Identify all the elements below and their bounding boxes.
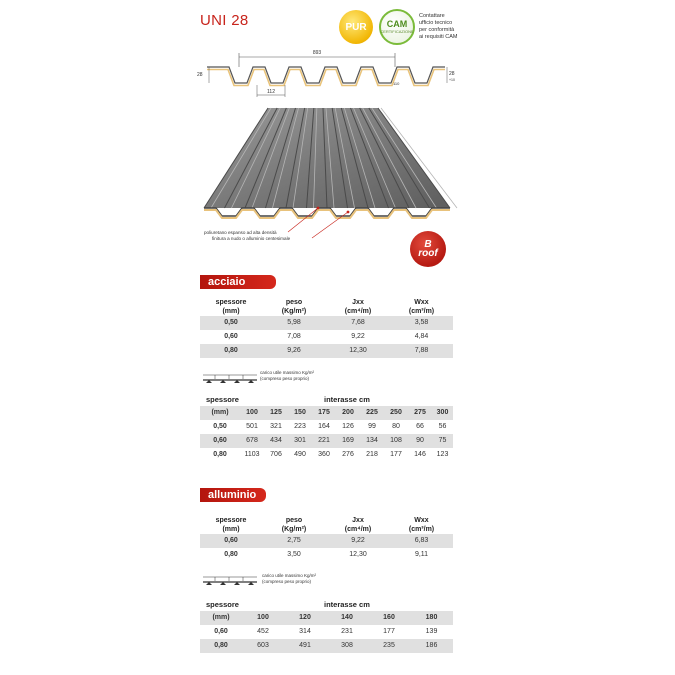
height-dim-left-label: 28 <box>197 72 203 78</box>
table-row: 0,60 7,08 9,22 4,84 <box>224 333 429 340</box>
load-legend-line: (compreso peso proprio) <box>262 579 312 584</box>
cam-note-line: Contattare <box>419 13 445 19</box>
profile-section-diagram <box>195 45 475 100</box>
callout-line-finish <box>312 212 348 238</box>
height-dim-right-label: 28 <box>449 71 455 77</box>
load-interasse-label: interasse cm <box>324 395 370 404</box>
col-header: Jxx (cm⁴/m) <box>344 517 372 533</box>
section-header-acciaio <box>200 275 276 289</box>
col-header: spessore (mm) <box>215 517 247 533</box>
table-row: 0,60 678 434 301 221 169 134 108 90 75 <box>200 434 453 448</box>
cam-note-line: ufficio tecnico <box>419 20 453 26</box>
finish-label: finitura a nudo o alluminio centesimale <box>212 236 291 241</box>
load-interasse-label: interasse cm <box>324 600 370 609</box>
alluminio-load-table <box>200 611 453 653</box>
table-row: 0,50 501 321 223 164 126 99 80 66 56 <box>213 423 447 430</box>
height-dim-right-sub: +10 <box>449 78 455 82</box>
foam-label: poliuretano espanso ad alta densità <box>204 230 277 235</box>
section-header-alluminio <box>200 488 266 502</box>
broof-top: B <box>424 239 432 250</box>
section-header-label: acciaio <box>208 276 246 288</box>
product-title: UNI 28 <box>200 12 249 29</box>
load-legend-line: carico utile massimo Kg/m² <box>260 370 315 375</box>
table-row: 0,60 2,75 9,22 6,83 <box>200 534 453 548</box>
table-row: 0,80 1103 706 490 360 276 218 177 146 123 <box>213 451 449 458</box>
broof-bottom: roof <box>418 248 438 259</box>
cam-badge-sub: CERTIFICAZIONE <box>380 29 414 34</box>
table-row: 0,80 603 491 308 235 186 <box>200 639 453 653</box>
table-row: 0,60 452 314 231 177 139 <box>214 628 438 635</box>
load-diagram-icon <box>203 372 258 384</box>
col-header: spessore (mm) <box>215 299 247 315</box>
crest-dim-label: 110 <box>393 81 400 86</box>
width-dim-label: 893 <box>312 50 322 56</box>
load-legend-acciaio <box>260 370 314 382</box>
load-spessore-label: spessore <box>206 395 239 404</box>
cam-note-line: per conformità <box>419 27 455 33</box>
load-legend-alluminio <box>262 573 316 585</box>
col-header: Wxx (cm³/m) <box>408 299 435 315</box>
cam-badge <box>379 9 415 45</box>
section-header-label: alluminio <box>208 489 257 501</box>
cam-note-line: ai requisiti CAM <box>419 34 458 40</box>
pur-badge <box>339 10 373 44</box>
sheet-illustration <box>200 100 470 245</box>
pur-badge-label: PUR <box>345 21 367 33</box>
cam-badge-label: CAM <box>386 19 408 29</box>
acciaio-load-table <box>200 406 453 462</box>
table-header-row: (mm) 100 125 150 175 200 225 250 275 300 <box>200 406 453 420</box>
table-header-row: (mm) 100 120 140 160 180 <box>200 611 453 625</box>
col-header: peso (Kg/m²) <box>281 517 307 533</box>
load-legend-line: carico utile massimo Kg/m² <box>262 573 317 578</box>
callout-dot <box>347 211 350 214</box>
callout-dot <box>317 207 320 210</box>
table-row: 0,50 5,98 7,68 3,58 <box>200 316 453 330</box>
load-spessore-label: spessore <box>206 600 239 609</box>
col-header: peso (Kg/m²) <box>281 299 307 315</box>
pitch-dim-label: 112 <box>267 89 275 95</box>
sheet-foam-edge <box>204 210 450 218</box>
load-diagram-icon <box>203 574 258 586</box>
table-row: 0,80 3,50 12,30 9,11 <box>224 551 429 558</box>
load-legend-line: (compreso peso proprio) <box>260 376 310 381</box>
cam-note <box>419 13 458 41</box>
col-header: Wxx (cm³/m) <box>408 517 435 533</box>
acciaio-properties-table <box>200 298 453 358</box>
broof-badge <box>410 231 446 267</box>
col-header: Jxx (cm⁴/m) <box>344 299 372 315</box>
table-row: 0,80 9,26 12,30 7,88 <box>200 344 453 358</box>
alluminio-properties-table <box>200 516 453 562</box>
